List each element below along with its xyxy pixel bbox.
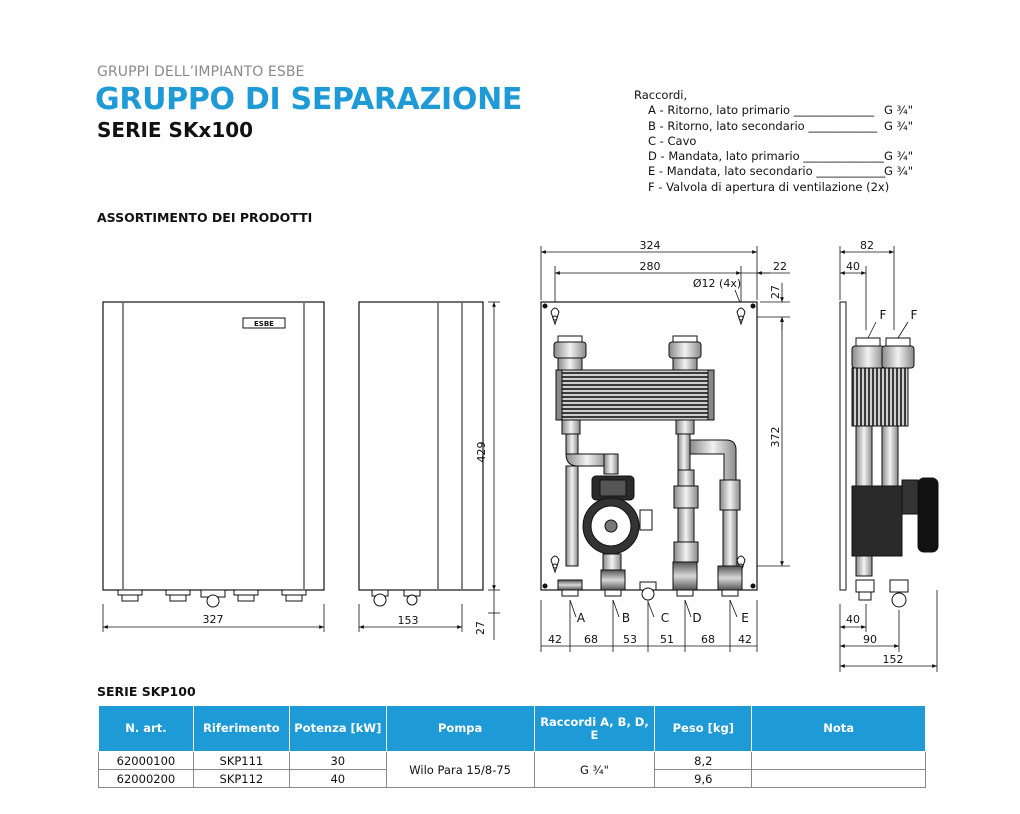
cell-note bbox=[752, 770, 926, 788]
cell-art: 62000100 bbox=[99, 752, 194, 770]
cell-connections: G ¾" bbox=[534, 752, 655, 788]
cell-weight: 8,2 bbox=[655, 752, 752, 770]
cell-power: 30 bbox=[289, 752, 386, 770]
legend-item-label: D - Mandata, lato primario ______________ bbox=[648, 149, 884, 164]
dim-hole-spacing: 280 bbox=[639, 260, 661, 273]
dim-holes: Ø12 (4x) bbox=[692, 277, 742, 290]
cell-ref: SKP112 bbox=[193, 770, 289, 788]
supertitle: GRUPPI DELL’IMPIANTO ESBE bbox=[97, 64, 305, 80]
dim-front-width: 327 bbox=[202, 613, 224, 626]
legend-item-value: G ¾" bbox=[884, 164, 914, 179]
dim-spacing: 68 bbox=[701, 633, 715, 646]
connection-label-a: A bbox=[576, 611, 586, 625]
cell-power: 40 bbox=[289, 770, 386, 788]
dim-inner-height: 372 bbox=[769, 426, 782, 448]
dim-spacing: 42 bbox=[548, 633, 562, 646]
legend-item-value: G ¾" bbox=[884, 118, 914, 133]
column-header: Riferimento bbox=[193, 706, 289, 752]
vent-label-f: F bbox=[910, 308, 918, 322]
dim-side-depth: 153 bbox=[397, 614, 419, 627]
legend-item-value: G ¾" bbox=[884, 149, 914, 164]
profile-view bbox=[840, 239, 938, 672]
connection-label-b: B bbox=[621, 611, 631, 625]
column-header: N. art. bbox=[99, 706, 194, 752]
table-row bbox=[99, 752, 926, 770]
legend-item-label: B - Ritorno, lato secondario ____________ bbox=[648, 118, 878, 133]
esbe-logo: ESBE bbox=[254, 320, 274, 328]
column-header: Raccordi A, B, D, E bbox=[534, 706, 655, 752]
cell-ref: SKP111 bbox=[193, 752, 289, 770]
legend-item-label: C - Cavo bbox=[648, 133, 697, 148]
column-header: Peso [kg] bbox=[655, 706, 752, 752]
legend-item-label: A - Ritorno, lato primario ______________ bbox=[648, 103, 875, 118]
column-header: Potenza [kW] bbox=[289, 706, 386, 752]
dim-spacing: 68 bbox=[584, 633, 598, 646]
inner-view bbox=[541, 239, 790, 652]
column-header: Pompa bbox=[386, 706, 534, 752]
dim-right-offset: 22 bbox=[773, 260, 787, 273]
front-view bbox=[103, 302, 324, 632]
dim-inner-total-width: 324 bbox=[639, 239, 661, 252]
legend-item-value: G ¾" bbox=[884, 103, 914, 118]
dim-profile-width: 82 bbox=[860, 239, 874, 252]
legend-item-label: F - Valvola di apertura di ventilazione (2x) bbox=[648, 179, 890, 194]
dim-side-bottom: 27 bbox=[474, 621, 487, 635]
cell-art: 62000200 bbox=[99, 770, 194, 788]
column-header: Nota bbox=[752, 706, 926, 752]
legend-item-label: E - Mandata, lato secondario ____________ bbox=[648, 164, 886, 179]
cell-note bbox=[752, 752, 926, 770]
dim-profile-inner: 40 bbox=[846, 260, 860, 273]
page-title: GRUPPO DI SEPARAZIONE bbox=[95, 82, 523, 117]
dim-spacing: 51 bbox=[660, 633, 674, 646]
legend-heading: Raccordi, bbox=[634, 88, 688, 102]
dim-spacing: 53 bbox=[623, 633, 637, 646]
section-heading-series: SERIE SKP100 bbox=[97, 684, 196, 699]
table-header-row bbox=[99, 706, 926, 752]
vent-label-f: F bbox=[879, 308, 887, 322]
section-heading-assortment: ASSORTIMENTO DEI PRODOTTI bbox=[97, 210, 313, 225]
page-subtitle: SERIE SKx100 bbox=[97, 118, 254, 142]
cell-weight: 9,6 bbox=[655, 770, 752, 788]
connection-label-e: E bbox=[741, 611, 749, 625]
side-view bbox=[359, 302, 500, 640]
dim-top-offset: 27 bbox=[769, 285, 782, 299]
dim-profile-bottom-a: 40 bbox=[846, 613, 860, 626]
dim-profile-bottom-c: 152 bbox=[882, 653, 904, 666]
dim-spacing: 42 bbox=[738, 633, 752, 646]
connection-label-d: D bbox=[692, 611, 702, 625]
spec-table bbox=[98, 705, 926, 788]
connection-label-c: C bbox=[660, 611, 670, 625]
cell-pump: Wilo Para 15/8-75 bbox=[386, 752, 534, 788]
dim-side-height: 429 bbox=[475, 441, 488, 463]
dim-profile-bottom-b: 90 bbox=[863, 633, 877, 646]
